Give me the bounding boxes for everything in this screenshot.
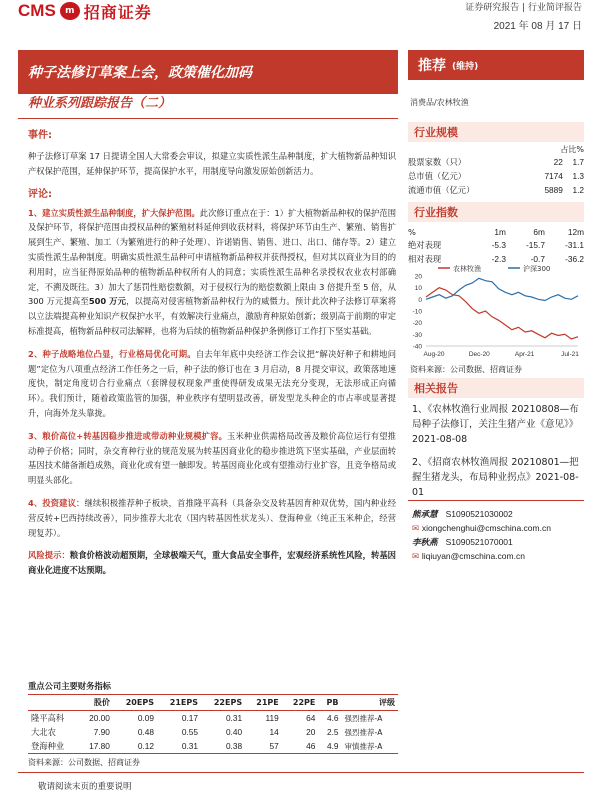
fin-cell: 强烈推荐-A: [344, 727, 383, 737]
related-list: [412, 402, 582, 500]
fin-cell: 20.00: [89, 713, 110, 723]
brand-emblem-icon: m: [60, 2, 80, 20]
fin-cell: 4.6: [326, 713, 339, 723]
fin-cell: 46: [306, 741, 316, 751]
rating-banner: [408, 50, 584, 80]
related-heading: 相关报告: [408, 378, 584, 398]
brand-cn: 招商证券: [83, 2, 152, 22]
x-tick-label: Dec-20: [468, 351, 490, 358]
report-date: 2021 年 08 月 17 日: [493, 21, 582, 32]
scale-cell: 股票家数（只）: [408, 157, 467, 167]
scale-cell: 1.3: [572, 171, 584, 181]
comment-p1-tail: ，以提高对侵害植物新品种权行为的威慑力。预计此次种子法修订草案将以立法端提高种业知识产权保护水平，有效解决行业痛点，激励育种原始创新；级别高于前期的审定标准提高，植物新品种权司法解释，也将为后续的植物新品种保护条例修订工作打下坚实基础。: [28, 296, 396, 336]
rating-note: (维持): [452, 61, 479, 72]
fin-table: [28, 694, 398, 754]
fin-table-title: 重点公司主要财务指标: [28, 681, 111, 691]
y-tick-label: -10: [412, 308, 422, 316]
comment-p2-body: 自去年年底中央经济工作会议把“解决好种子和耕地问题”定位为八项重点经济工作任务之一后，种子法的修订也在 3 月启动，8 月提交审议，政策落地速度快，制定角度切合行业痛点（套牌侵权现象严重使得研发成果无法充分变现，无法形成正向循环）。我们预计，随着政策监管的加强，种业秩序有望明显改善，研发型龙头种企的市占率或显著提升，向海外龙头靠拢。: [28, 348, 396, 418]
analyst-email[interactable]: xiongchenghui@cmschina.com.cn: [421, 523, 551, 533]
industry-index-chart: [408, 262, 584, 362]
y-tick-label: -40: [412, 343, 422, 351]
fin-col-header: 22EPS: [213, 698, 243, 707]
comment-p2-head: 2、种子战略地位凸显，行业格局优化可期。: [28, 348, 196, 359]
fin-cell: 0.48: [137, 727, 154, 737]
industry-scale-table: [408, 155, 584, 197]
fin-col-header: PB: [326, 698, 339, 707]
table-row: [28, 739, 398, 754]
fin-cell: 审慎推荐-A: [344, 741, 383, 751]
x-tick-label: Aug-20: [423, 351, 445, 358]
header-meta: [465, 0, 582, 32]
index-cell: -5.3: [491, 240, 506, 250]
fin-col-header: 股价: [93, 698, 110, 707]
report-subtitle: 种业系列跟踪报告（二）: [28, 96, 172, 111]
sector-label: 消费品/农林牧渔: [410, 98, 469, 107]
footer-note: 敬请阅读末页的重要说明: [38, 782, 132, 792]
x-tick-label: Apr-21: [514, 351, 535, 358]
legend-label: 沪深300: [523, 265, 551, 273]
related-report-link[interactable]: 2、《招商农林牧渔周报 20210801—把握生猪龙头，布局种业拐点》2021-08-01: [412, 457, 579, 498]
comment-p1: [28, 206, 396, 339]
fin-cell: 隆平高科: [31, 713, 65, 723]
fin-cell: 登海种业: [31, 741, 65, 751]
comment-p4: [28, 496, 396, 540]
fin-col-header: 21PE: [256, 698, 279, 707]
fin-cell: 0.40: [225, 727, 243, 737]
scale-cell: 总市值（亿元）: [408, 171, 467, 181]
y-tick-label: 0: [418, 296, 422, 304]
title-divider: [18, 118, 398, 119]
table-row: [28, 725, 398, 739]
scale-cell: 1.7: [572, 157, 584, 167]
scale-cell: 1.2: [572, 185, 584, 195]
index-header: 12m: [567, 227, 584, 237]
analysts-block: [412, 508, 584, 564]
y-tick-label: 10: [414, 285, 422, 293]
comment-p3-head: 3、粮价高位+转基因稳步推进或带动种业规模扩容。: [28, 430, 228, 441]
brand-en: CMS: [18, 1, 56, 20]
rating-label: 推荐: [418, 58, 446, 74]
index-cell: -0.7: [530, 254, 545, 264]
fin-cell: 强烈推荐-A: [344, 713, 383, 723]
y-tick-label: 20: [414, 273, 422, 281]
chart-source: 资料来源：公司数据、招商证券: [410, 365, 522, 374]
risk-text: 粮食价格波动超预期，全球极端天气，重大食品安全事件，宏观经济系统性风险，转基因商业化进度不达预期。: [28, 550, 396, 576]
comment-p4-body: 继续积极推荐种子板块，首推隆平高科（具备杂交及转基因育种双优势，国内种业经营反转+巴西持续改善），同步推荐大北农（国内转基因性状龙头）、登海种业（纯正玉米种企，经营现复苏）。: [28, 497, 396, 538]
industry-index-heading: 行业指数: [408, 202, 584, 222]
pct-label: 占比%: [560, 145, 584, 154]
index-header: 1m: [494, 227, 506, 237]
footer-divider: [18, 772, 584, 773]
mail-icon: ✉: [412, 552, 420, 562]
event-heading: 事件:: [28, 130, 52, 141]
table-row: [408, 155, 584, 169]
brand-logo: [18, 0, 152, 22]
related-report-link[interactable]: 1、《农林牧渔行业周报 20210808—布局种子法修订，关注生猪产业《意见》》2021-08-08: [412, 404, 579, 445]
fin-table-block: [28, 680, 398, 768]
comment-p3-body: 玉米种业供需格局改善及粮价高位运行有望推动种子价格；同时，杂交育种行业的规范发展为转基因商业化的稳步推进筑下坚实基础，产业层面转基因技术储备渐趋成熟，商业化或有望一触即发。转基因商业化或有望推动行业扩容，且竞争格局或明显头部化。: [28, 430, 396, 486]
event-text: 种子法修订草案 17 日提请全国人大常委会审议，拟建立实质性派生品种制度，扩大植物新品种知识产权保护范围，延伸保护环节，提高保护水平，用制度导向激发原始创新活力。: [28, 151, 396, 176]
index-cell: -31.1: [565, 240, 584, 250]
risk-note: [28, 548, 396, 578]
analyst-cert: S1090521070001: [445, 537, 513, 547]
x-tick-label: Jul-21: [561, 351, 579, 358]
fin-cell: 0.55: [181, 727, 199, 737]
analyst-row: [412, 536, 584, 550]
analyst-cert: S1090521030002: [445, 509, 513, 519]
y-tick-label: -30: [412, 331, 422, 339]
main-content: [28, 126, 396, 578]
analyst-divider: [408, 500, 584, 501]
fin-cell: 17.80: [89, 741, 110, 751]
fin-cell: 57: [269, 741, 279, 751]
fin-cell: 0.31: [225, 713, 243, 723]
index-cell: -2.3: [491, 254, 506, 264]
table-row: [28, 711, 398, 726]
fin-cell: 14: [269, 727, 279, 737]
series-line-hs300: [426, 278, 578, 300]
analyst-name: 李秋燕: [412, 538, 438, 548]
table-row: [408, 183, 584, 197]
fin-cell: 4.9: [326, 741, 339, 751]
report-type: 证券研究报告 | 行业简评报告: [465, 3, 582, 13]
index-cell: -36.2: [565, 254, 584, 264]
comment-p4-head: 4、投资建议：: [28, 497, 85, 508]
fin-col-header: 21EPS: [169, 698, 199, 707]
index-header: %: [408, 227, 416, 237]
fin-cell: 大北农: [31, 727, 56, 737]
index-cell: -15.7: [526, 240, 545, 250]
fin-cell: 0.12: [137, 741, 154, 751]
fin-col-header: 评级: [379, 698, 395, 707]
index-cell: 绝对表现: [408, 240, 442, 250]
fin-cell: 2.5: [326, 727, 339, 737]
fin-cell: 0.38: [225, 741, 243, 751]
scale-cell: 流通市值（亿元）: [408, 185, 475, 195]
fin-table-source: 资料来源：公司数据、招商证券: [28, 758, 140, 767]
fin-col-header: 20EPS: [125, 698, 154, 707]
y-tick-label: -20: [412, 320, 422, 328]
fin-cell: 7.90: [93, 727, 110, 737]
analyst-email[interactable]: liqiuyan@cmschina.com.cn: [421, 551, 525, 561]
fin-col-header: [28, 695, 78, 711]
risk-head: 风险提示：: [28, 550, 70, 561]
fin-cell: 0.09: [137, 713, 154, 723]
legend-label: 农林牧渔: [453, 265, 481, 273]
analyst-email-row: [412, 522, 584, 536]
comment-p1-bold: 500 万元: [88, 296, 127, 307]
fin-cell: 0.31: [181, 741, 199, 751]
fin-col-header: 22PE: [292, 698, 316, 707]
comment-p1-head: 1、建立实质性派生品种制度，扩大保护范围。: [28, 207, 200, 218]
comment-p2: [28, 347, 396, 421]
scale-cell: 5889: [544, 185, 563, 195]
comment-heading: 评论:: [28, 188, 52, 200]
scale-cell: 7174: [544, 171, 563, 181]
fin-cell: 0.17: [181, 713, 199, 723]
industry-scale-heading: 行业规模: [408, 122, 584, 142]
comment-p3: [28, 429, 396, 488]
analyst-name: 熊承慧: [412, 510, 438, 520]
analyst-row: [412, 508, 584, 522]
mail-icon: ✉: [412, 524, 420, 534]
index-header: 6m: [533, 227, 545, 237]
index-cell: 相对表现: [408, 254, 442, 264]
fin-cell: 64: [306, 713, 316, 723]
fin-cell: 119: [265, 713, 279, 723]
analyst-email-row: [412, 550, 584, 564]
table-row: [408, 169, 584, 183]
table-row: [408, 226, 584, 238]
table-row: [408, 238, 584, 252]
industry-index-table: [408, 226, 584, 266]
industry-scale-block: [408, 144, 584, 197]
comment-p1-body: 此次修订重点在于：1）扩大植物新品种权的保护范围及保护环节，将保护范围由授权品种的繁殖材料延伸到收获材料，将保护环节由生产、繁殖、销售扩展到生产、繁殖、加工（为繁殖进行的种子处理）、许诺销售、销售、进口、出口、储存等。2）建立实质性派生品种制度。明确实质性派生品种可申请植物新品种权并获得授权，但对其以商业为目的的利用时，应当征得原始品种的植物新品种权所有人的同意；实质性派生品种名录授权农业农村部确定，不溯及既往。3）加大了惩罚性赔偿数额，对于侵权行为的赔偿数额上限由 3 倍提升至 5 倍，从 300 万元提高至: [28, 207, 396, 307]
industry-index-block: [408, 226, 584, 266]
title-banner: 种子法修订草案上会，政策催化加码: [18, 50, 398, 94]
scale-cell: 22: [553, 157, 563, 167]
fin-cell: 20: [306, 727, 316, 737]
